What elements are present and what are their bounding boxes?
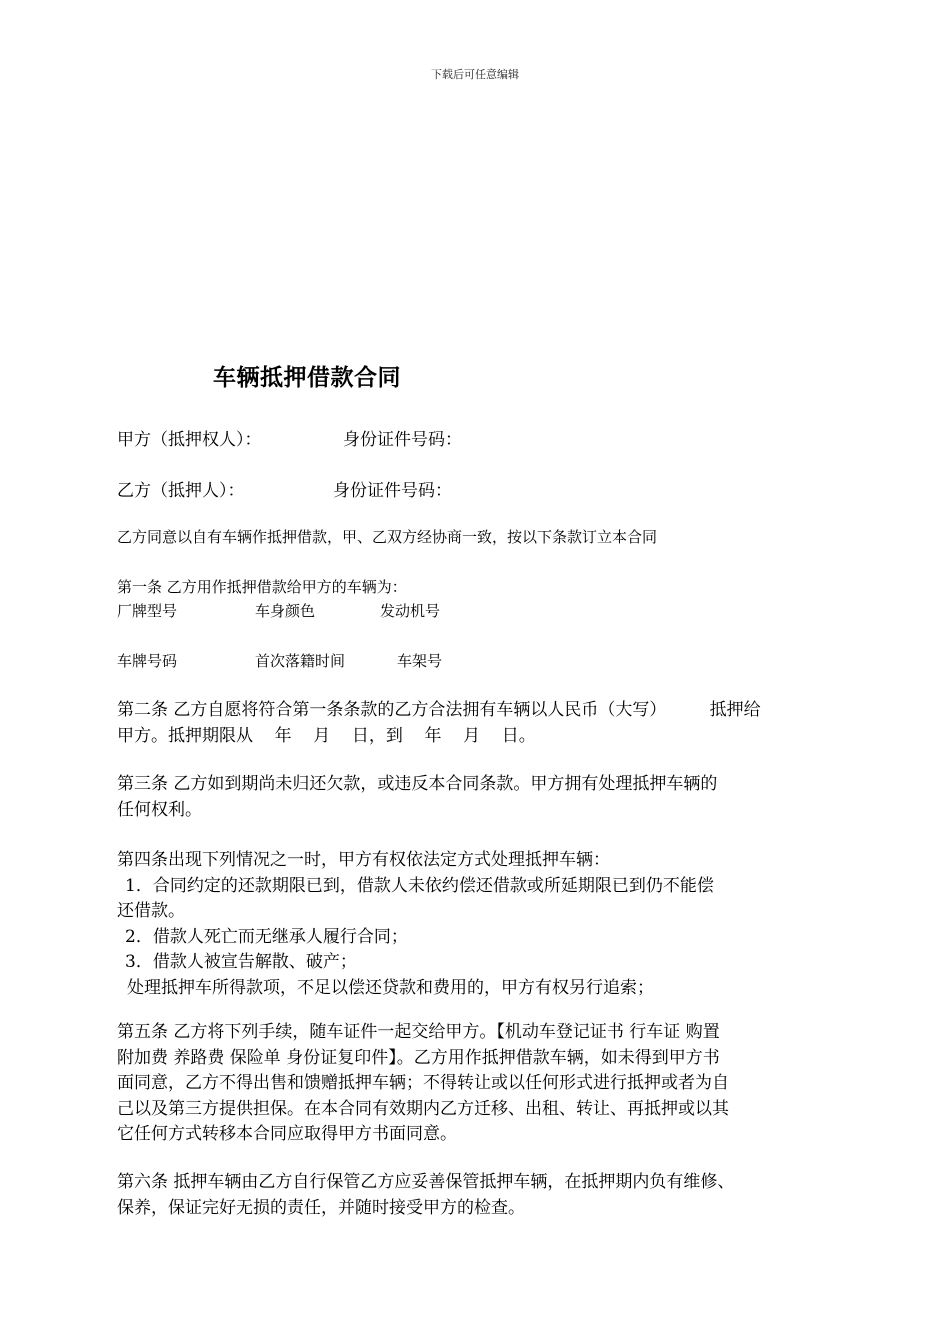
article3-line: 任何权利。 [117,799,202,820]
article2-line: 甲方。抵押期限从 年 月 日，到 年 月 日。 [117,725,536,746]
article5-line: 己以及第三方提供担保。在本合同有效期内乙方迁移、出租、转让、再抵押或以其 [117,1098,729,1119]
article5-line: 它任何方式转移本合同应取得甲方书面同意。 [117,1124,457,1144]
article6-line: 第六条 抵押车辆由乙方自行保管乙方应妥善保管抵押车辆，在抵押期内负有维修、 [117,1172,735,1192]
party-a-label: 甲方（抵押权人）： [117,430,262,450]
party-a-id-label: 身份证件号码： [343,430,462,450]
article6 [117,1170,817,1221]
plate-number-label: 车牌号码 [117,652,178,670]
contract-title: 车辆抵押借款合同 [213,364,401,391]
article3-line: 第三条 乙方如到期尚未归还欠款，或违反本合同条款。甲方拥有处理抵押车辆的 [117,774,718,794]
header-note: 下载后可任意编辑 [431,68,519,81]
article4 [117,848,817,1001]
engine-number-label: 发动机号 [380,602,441,620]
vehicle-color-label: 车身颜色 [255,602,316,620]
article4-closing: 处理抵押车所得款项，不足以偿还贷款和费用的，甲方有权另行追索； [127,977,654,998]
preamble: 乙方同意以自有车辆作抵押借款，甲、乙双方经协商一致，按以下条款订立本合同 [117,528,658,546]
article4-heading: 第四条出现下列情况之一时，甲方有权依法定方式处理抵押车辆： [117,850,610,870]
article5-line: 第五条 乙方将下列手续，随车证件一起交给甲方。【机动车登记证书 行车证 购置 [117,1022,720,1042]
article1-heading: 第一条 乙方用作抵押借款给甲方的车辆为： [117,578,407,596]
article6-line: 保养，保证完好无损的责任，并随时接受甲方的检查。 [117,1197,525,1218]
article5-line: 附加费 养路费 保险单 身份证复印件】。乙方用作抵押借款车辆，如未得到甲方书 [117,1047,720,1068]
article3 [117,772,817,823]
article4-item1: 1．合同约定的还款期限已到，借款人未依约偿还借款或所延期限已到仍不能偿 [125,875,714,896]
article5-line: 面同意，乙方不得出售和馈赠抵押车辆；不得转让或以任何形式进行抵押或者为自 [117,1073,729,1093]
party-b-id-label: 身份证件号码： [333,481,452,501]
article2 [117,698,817,749]
frame-number-label: 车架号 [397,652,443,670]
article4-item1-cont: 还借款。 [117,901,185,921]
party-b-label: 乙方（抵押人）： [117,481,245,501]
article2-line: 第二条 乙方自愿将符合第一条条款的乙方合法拥有车辆以人民币（大写） 抵押给 [117,700,761,720]
article5 [117,1020,817,1148]
registration-date-label: 首次落籍时间 [255,652,346,670]
vehicle-model-label: 厂牌型号 [117,602,178,620]
article4-item2: 2．借款人死亡而无继承人履行合同； [125,926,408,947]
article4-item3: 3．借款人被宣告解散、破产； [125,952,357,972]
